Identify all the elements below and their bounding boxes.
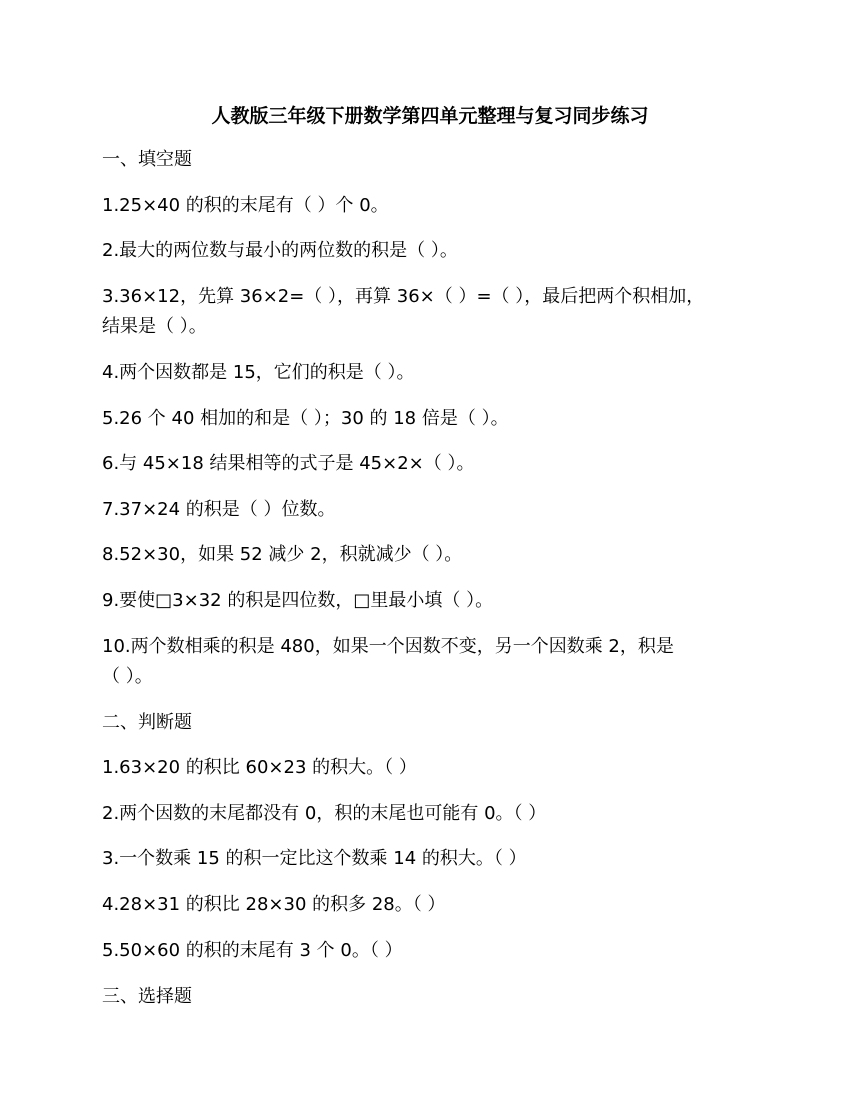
question-fill-9: 9.要使□3×32 的积是四位数，□里最小填（ ）。 — [102, 590, 494, 611]
question-fill-8: 8.52×30，如果 52 减少 2，积就减少（ ）。 — [102, 544, 463, 565]
question-fill-6: 6.与 45×18 结果相等的式子是 45×2×（ ）。 — [102, 453, 475, 474]
question-fill-7: 7.37×24 的积是（ ）位数。 — [102, 499, 336, 520]
section-heading-true-false: 二、判断题 — [102, 712, 192, 733]
question-fill-1: 1.25×40 的积的末尾有（ ）个 0。 — [102, 195, 389, 216]
question-fill-10-line1: 10.两个数相乘的积是 480，如果一个因数不变，另一个因数乘 2，积是 — [102, 636, 674, 657]
question-judge-5: 5.50×60 的积的末尾有 3 个 0。（ ） — [102, 940, 403, 961]
question-judge-1: 1.63×20 的积比 60×23 的积大。（ ） — [102, 757, 417, 778]
document-title: 人教版三年级下册数学第四单元整理与复习同步练习 — [211, 105, 649, 127]
question-fill-3-line2: 结果是（ ）。 — [102, 316, 207, 337]
section-heading-multiple-choice: 三、选择题 — [102, 986, 192, 1007]
question-fill-2: 2.最大的两位数与最小的两位数的积是（ ）。 — [102, 240, 458, 261]
question-fill-10-line2: （ ）。 — [102, 666, 153, 687]
question-fill-4: 4.两个因数都是 15，它们的积是（ ）。 — [102, 362, 415, 383]
question-judge-2: 2.两个因数的末尾都没有 0，积的末尾也可能有 0。（ ） — [102, 803, 547, 824]
question-fill-3-line1: 3.36×12，先算 36×2=（ ），再算 36×（ ）=（ ），最后把两个积相加， — [102, 286, 705, 307]
question-judge-4: 4.28×31 的积比 28×30 的积多 28。（ ） — [102, 894, 446, 915]
section-heading-fill-in: 一、填空题 — [102, 149, 192, 170]
question-fill-5: 5.26 个 40 相加的和是（ ）；30 的 18 倍是（ ）。 — [102, 408, 509, 429]
question-judge-3: 3.一个数乘 15 的积一定比这个数乘 14 的积大。（ ） — [102, 848, 527, 869]
